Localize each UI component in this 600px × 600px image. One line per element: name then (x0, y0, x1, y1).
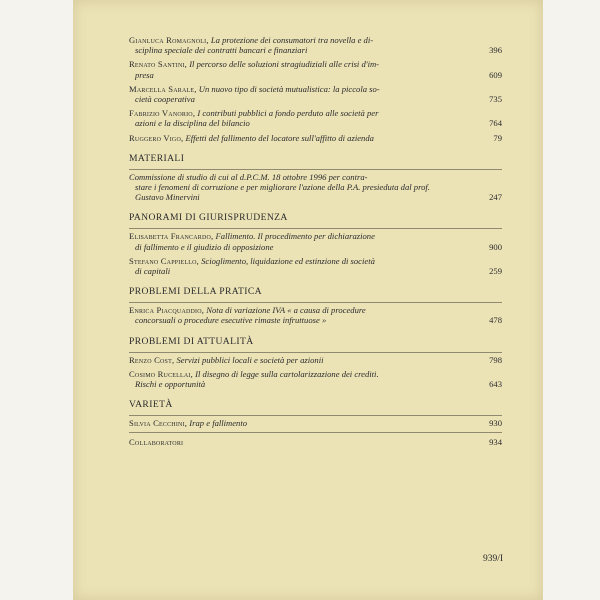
entry-author: Fabrizio Vanorio, (129, 108, 196, 119)
entry-page: 609 (489, 69, 502, 80)
entry-page: 900 (489, 241, 502, 252)
entry-title: La protezione dei consumatori tra novella e di- (210, 35, 374, 45)
entry-title: Il percorso delle soluzioni stragiudiziali alle crisi d'im- (189, 59, 380, 70)
entry-author: Gianluca Romagnoli, (129, 35, 209, 45)
page-folio: 939/I (483, 554, 504, 564)
entry-title: Commissione di studio di cui al d.P.C.M. 18 ottobre 1996 per contra- (129, 171, 368, 182)
entry-page: 764 (489, 118, 502, 129)
toc-entry (129, 172, 502, 203)
table-of-contents (129, 35, 502, 452)
entry-author: Ruggero Vigo, (129, 132, 184, 143)
entry-title-cont: azioni e la disciplina del bilancio (135, 118, 250, 129)
section-divider (129, 415, 502, 416)
entry-author: Cosimo Rucellai, (129, 368, 193, 379)
entry-title: Fallimento. Il procedimento per dichiarazione (215, 231, 375, 242)
section-divider (129, 352, 502, 353)
entry-title: Un nuovo tipo di società mutualistica: la piccola so- (198, 83, 380, 94)
toc-entry (129, 369, 502, 389)
entry-page: 396 (489, 45, 502, 56)
entry-title: Effetti del fallimento del locatore sull'affitto di azienda (185, 132, 374, 143)
entry-title-cont: sciplina speciale dei contratti bancari e finanziari (135, 45, 308, 56)
entry-author: Renato Santini, (129, 59, 188, 70)
toc-entry (129, 84, 502, 104)
entry-title: Irap e fallimento (189, 418, 248, 429)
entry-author: Stefano Cappiello, (129, 255, 199, 266)
entry-title-cont: presa (135, 69, 154, 80)
entry-page: 259 (489, 266, 502, 277)
entry-author: Silvia Cecchini, (129, 418, 188, 429)
entry-page: 798 (489, 354, 502, 365)
entry-title-cont: concorsuali o procedure esecutive rimaste infruttuose » (135, 315, 327, 326)
entry-title-cont: Rischi e opportunità (135, 379, 206, 390)
section-divider (129, 228, 502, 229)
entry-page: 934 (489, 437, 502, 448)
entry-page: 735 (489, 94, 502, 105)
section-heading-pratica: PROBLEMI DELLA PRATICA (129, 286, 262, 298)
entry-author: Marcella Sarale, (129, 83, 197, 94)
toc-entry (129, 133, 502, 143)
entry-author: Renzo Cost, (129, 354, 175, 365)
toc-entry (129, 355, 502, 365)
entry-title-cont: stare i fenomeni di corruzione e per migliorare l'azione della P.A. presieduta dal prof. Gustavo Minervini (135, 182, 430, 203)
entry-title-cont: cietà cooperativa (135, 94, 195, 105)
section-divider (129, 432, 502, 433)
entry-author: Enrica Piacquaddio, (129, 305, 205, 316)
entry-page: 79 (493, 132, 502, 143)
toc-entry (129, 305, 502, 325)
section-heading-attualita: PROBLEMI DI ATTUALITÀ (129, 335, 254, 347)
book-page (73, 0, 543, 600)
entry-title-cont: di capitali (135, 266, 171, 277)
toc-entry (129, 231, 502, 251)
entry-title: Nota di variazione IVA « a causa di procedure (206, 305, 366, 316)
section-heading-varieta: VARIETÀ (129, 399, 173, 411)
entry-title: Il disegno di legge sulla cartolarizzazione dei crediti. (195, 368, 379, 379)
toc-entry (129, 59, 502, 79)
collaboratori-label: Collaboratori (129, 437, 184, 448)
section-heading-panorami: PANORAMI DI GIURISPRUDENZA (129, 212, 288, 224)
toc-entry-collaboratori (129, 437, 502, 447)
toc-entry (129, 108, 502, 128)
entry-title: I contributi pubblici a fondo perduto alle società per (197, 108, 379, 119)
toc-entry (129, 256, 502, 276)
toc-entry (129, 35, 502, 55)
toc-entry (129, 418, 502, 428)
section-divider (129, 169, 502, 170)
entry-title: Scioglimento, liquidazione ed estinzione di società (201, 255, 375, 266)
entry-author: Elisabetta Francardo, (129, 231, 214, 242)
section-divider (129, 302, 502, 303)
section-heading-materiali: MATERIALI (129, 152, 185, 164)
entry-page: 930 (489, 418, 502, 429)
entry-page: 643 (489, 379, 502, 390)
entry-page: 247 (489, 192, 502, 203)
entry-title: Servizi pubblici locali e società per azionii (176, 354, 324, 365)
entry-title-cont: di fallimento e il giudizio di opposizione (135, 241, 274, 252)
entry-page: 478 (489, 315, 502, 326)
